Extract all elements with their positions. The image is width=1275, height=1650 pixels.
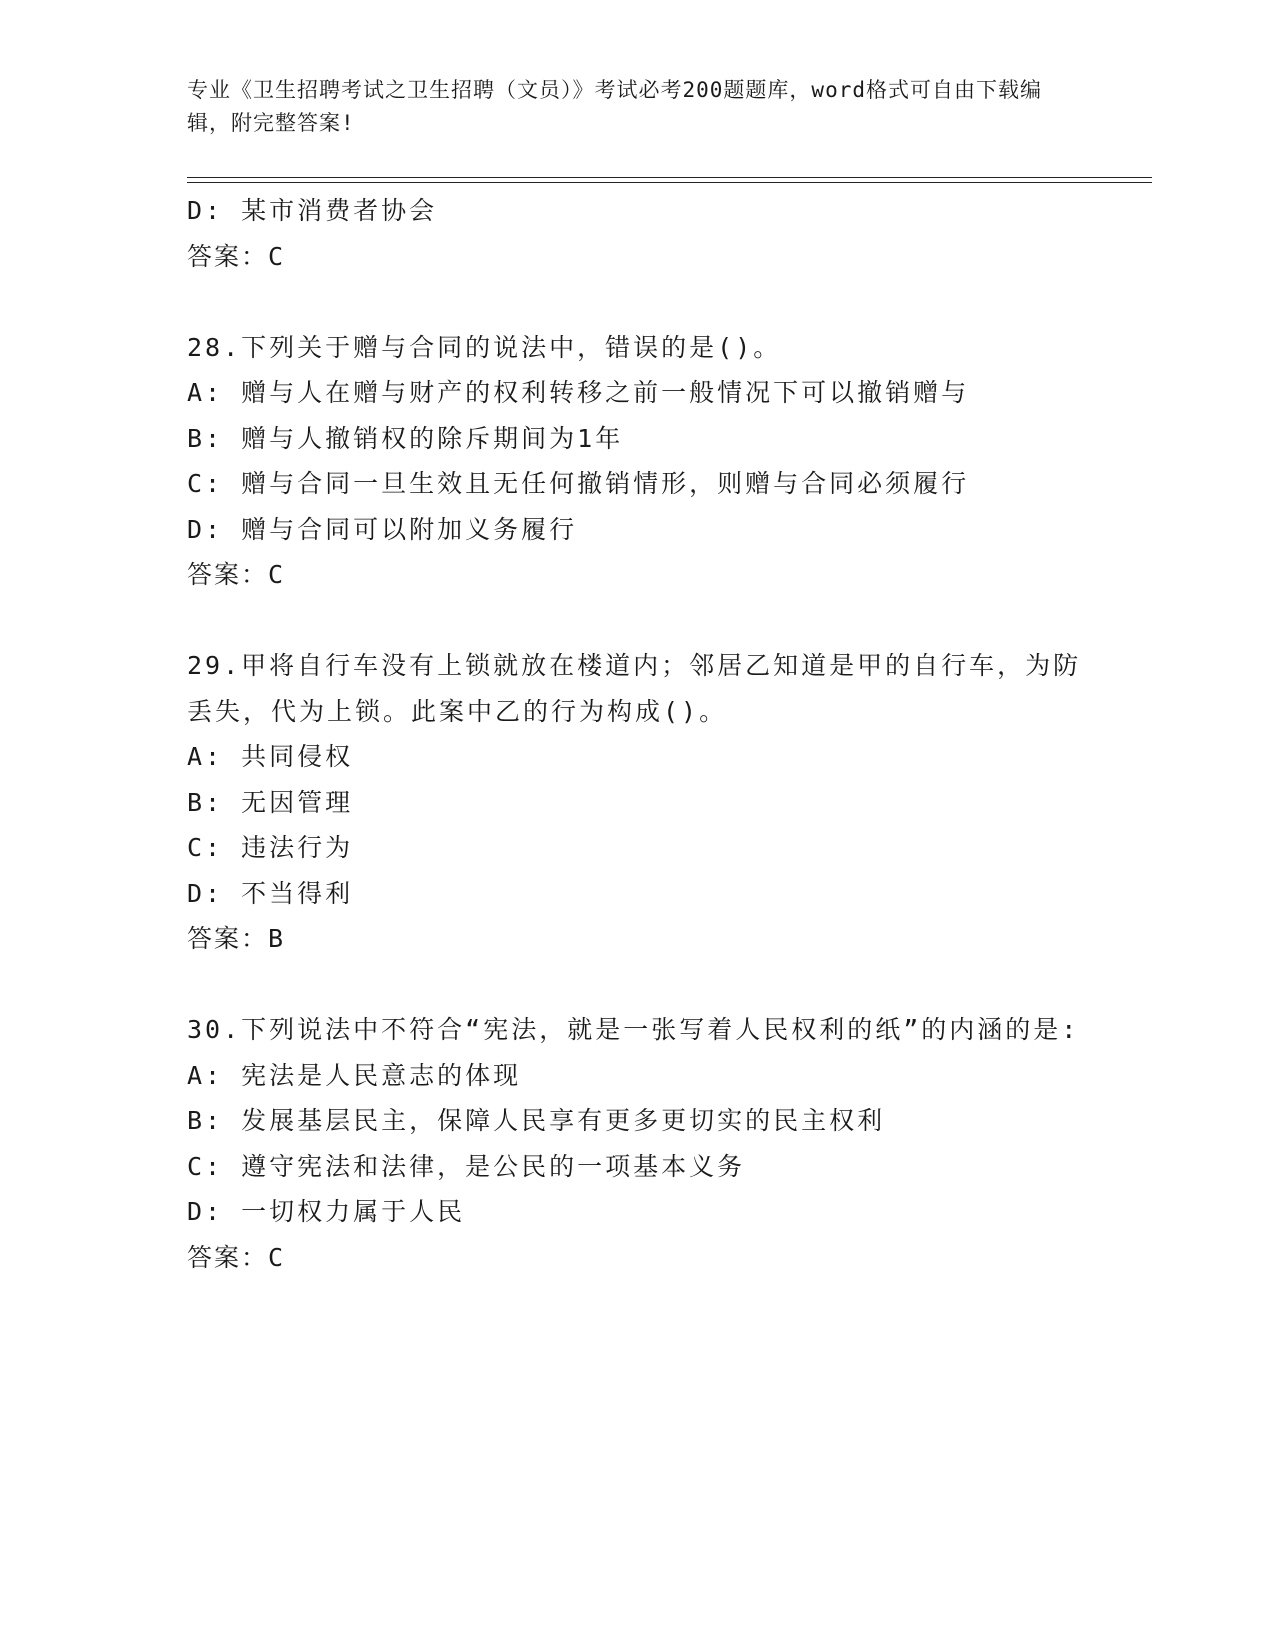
option-b: B: 无因管理	[187, 787, 354, 817]
question-29	[187, 643, 1087, 962]
answer: 答案：B	[187, 924, 286, 953]
option-a: A: 宪法是人民意志的体现	[187, 1060, 522, 1090]
option-a: A: 赠与人在赠与财产的权利转移之前一般情况下可以撤销赠与	[187, 378, 970, 407]
option-c: C: 遵守宪法和法律，是公民的一项基本义务	[187, 1151, 746, 1181]
option-d: D: 赠与合同可以附加义务履行	[187, 514, 578, 544]
answer: 答案：C	[187, 1242, 286, 1272]
spacer	[187, 962, 1087, 1008]
option-d: D: 不当得利	[187, 878, 354, 908]
question-28	[187, 325, 1087, 598]
question-30	[187, 1007, 1087, 1280]
option-c: C: 违法行为	[187, 833, 354, 862]
answer: 答案：C	[187, 560, 286, 589]
question-stem: 30.下列说法中不符合“宪法，就是一张写着人民权利的纸”的内涵的是:	[187, 1015, 1080, 1044]
option-b: B: 赠与人撤销权的除斥期间为1年	[187, 423, 624, 453]
option-d: D: 某市消费者协会	[187, 196, 438, 225]
header-rule-bottom	[187, 182, 1152, 183]
document-header: 专业《卫生招聘考试之卫生招聘（文员）》考试必考200题题库，word格式可自由下载编辑，附完整答案!	[187, 78, 1042, 135]
question-list	[187, 188, 1087, 1280]
option-a: A: 共同侵权	[187, 742, 354, 771]
spacer	[187, 279, 1087, 325]
option-c: C: 赠与合同一旦生效且无任何撤销情形，则赠与合同必须履行	[187, 469, 970, 498]
answer: 答案：C	[187, 241, 286, 271]
option-d: D: 一切权力属于人民	[187, 1197, 466, 1226]
header-rule-top	[187, 177, 1152, 178]
spacer	[187, 598, 1087, 644]
question-stem: 28.下列关于赠与合同的说法中，错误的是()。	[187, 332, 782, 362]
question-stem: 29.甲将自行车没有上锁就放在楼道内；邻居乙知道是甲的自行车，为防丢失，代为上锁。此案中乙的行为构成()。	[187, 651, 1082, 726]
option-b: B: 发展基层民主，保障人民享有更多更切实的民主权利	[187, 1106, 886, 1135]
previous-question-tail	[187, 188, 1087, 279]
